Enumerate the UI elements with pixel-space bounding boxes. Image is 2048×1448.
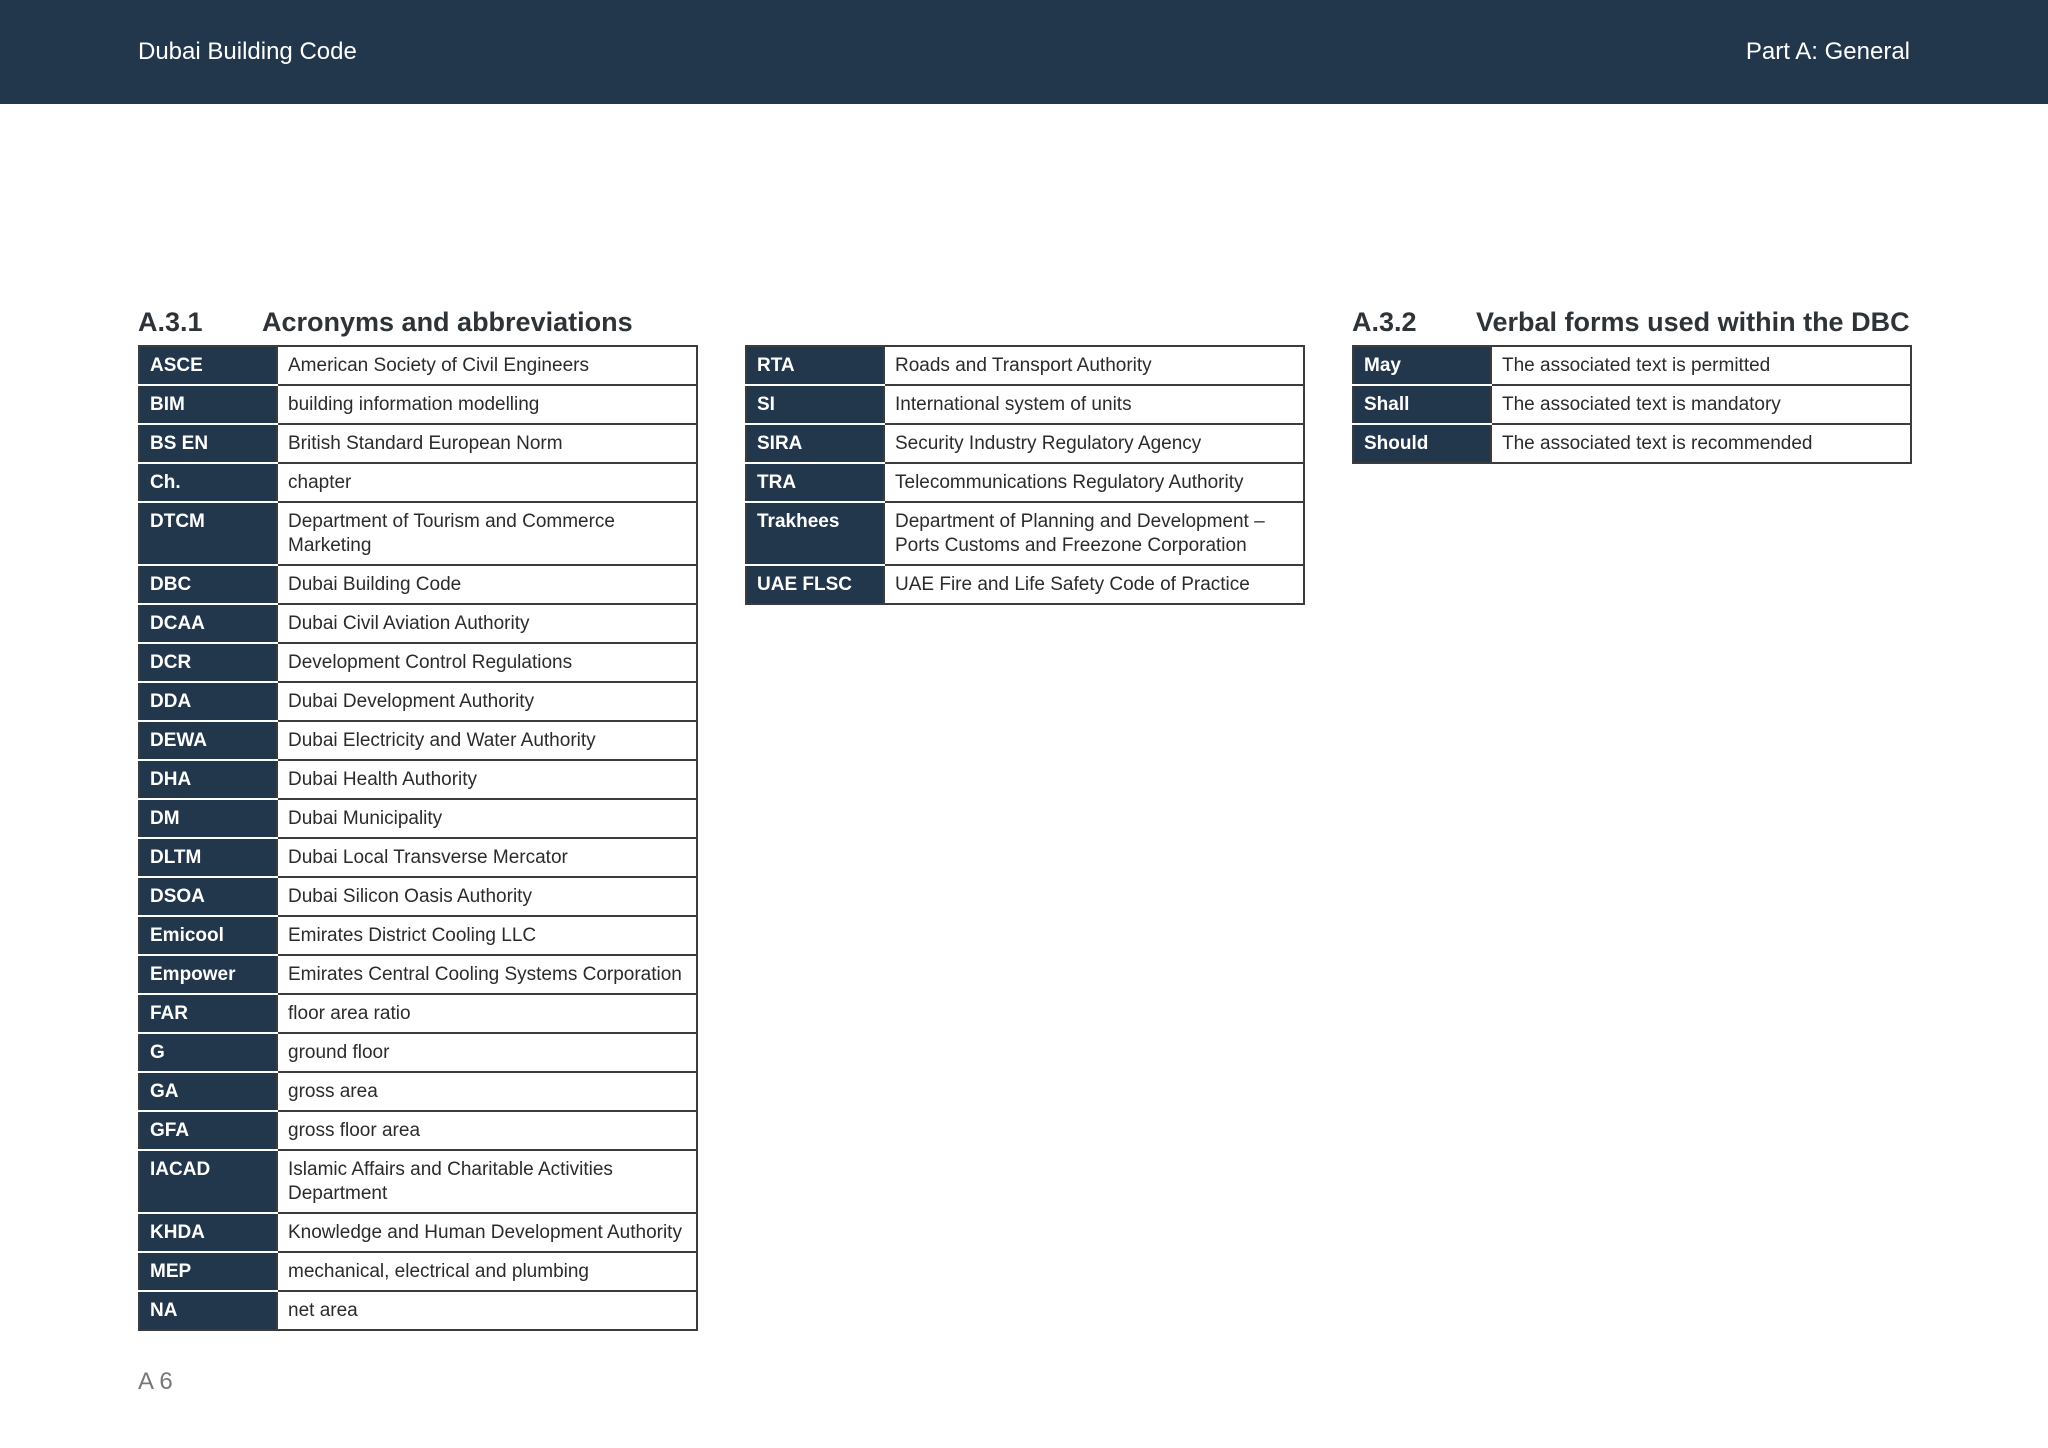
- definition-cell: chapter: [277, 463, 697, 502]
- table-row: [139, 565, 697, 604]
- table-row: [139, 1033, 697, 1072]
- definition-cell: Telecommunications Regulatory Authority: [884, 463, 1304, 502]
- table-row: [139, 994, 697, 1033]
- definition-cell: Dubai Electricity and Water Authority: [277, 721, 697, 760]
- table-row: [139, 799, 697, 838]
- table-row: [1353, 346, 1911, 385]
- definition-cell: Development Control Regulations: [277, 643, 697, 682]
- acronyms-table-right: [745, 345, 1305, 605]
- abbreviation-cell: GFA: [139, 1111, 277, 1150]
- section-heading-acronyms: [138, 307, 633, 338]
- page-number: A 6: [138, 1368, 173, 1395]
- definition-cell: Dubai Development Authority: [277, 682, 697, 721]
- definition-cell: Emirates District Cooling LLC: [277, 916, 697, 955]
- abbreviation-cell: Should: [1353, 424, 1491, 463]
- definition-cell: The associated text is recommended: [1491, 424, 1911, 463]
- section-title: Acronyms and abbreviations: [262, 307, 633, 337]
- abbreviation-cell: DLTM: [139, 838, 277, 877]
- abbreviation-cell: DEWA: [139, 721, 277, 760]
- table-row: [139, 424, 697, 463]
- definition-cell: net area: [277, 1291, 697, 1330]
- table-row: [139, 604, 697, 643]
- table-row: [139, 1213, 697, 1252]
- abbreviation-cell: ASCE: [139, 346, 277, 385]
- abbreviation-cell: GA: [139, 1072, 277, 1111]
- definition-cell: Roads and Transport Authority: [884, 346, 1304, 385]
- abbreviation-cell: DTCM: [139, 502, 277, 565]
- abbreviation-cell: Trakhees: [746, 502, 884, 565]
- abbreviation-cell: SIRA: [746, 424, 884, 463]
- definition-cell: Department of Planning and Development – Ports Customs and Freezone Corporation: [884, 502, 1304, 565]
- table-row: [139, 1111, 697, 1150]
- table-row: [139, 1150, 697, 1213]
- abbreviation-cell: Empower: [139, 955, 277, 994]
- definition-cell: British Standard European Norm: [277, 424, 697, 463]
- table-row: [139, 385, 697, 424]
- definition-cell: ground floor: [277, 1033, 697, 1072]
- table-row: [139, 1072, 697, 1111]
- definition-cell: The associated text is mandatory: [1491, 385, 1911, 424]
- definition-cell: UAE Fire and Life Safety Code of Practice: [884, 565, 1304, 604]
- table-row: [139, 1291, 697, 1330]
- definition-cell: Dubai Silicon Oasis Authority: [277, 877, 697, 916]
- abbreviation-cell: DHA: [139, 760, 277, 799]
- acronyms-table-left: [138, 345, 698, 1331]
- definition-cell: Knowledge and Human Development Authority: [277, 1213, 697, 1252]
- definition-cell: Security Industry Regulatory Agency: [884, 424, 1304, 463]
- abbreviation-cell: May: [1353, 346, 1491, 385]
- definition-cell: floor area ratio: [277, 994, 697, 1033]
- abbreviation-cell: NA: [139, 1291, 277, 1330]
- table-row: [139, 877, 697, 916]
- abbreviation-cell: Ch.: [139, 463, 277, 502]
- abbreviation-cell: IACAD: [139, 1150, 277, 1213]
- definition-cell: The associated text is permitted: [1491, 346, 1911, 385]
- table-row: [746, 463, 1304, 502]
- definition-cell: Dubai Civil Aviation Authority: [277, 604, 697, 643]
- abbreviation-cell: RTA: [746, 346, 884, 385]
- definition-cell: Dubai Health Authority: [277, 760, 697, 799]
- abbreviation-cell: DBC: [139, 565, 277, 604]
- abbreviation-cell: DCR: [139, 643, 277, 682]
- table-row: [746, 346, 1304, 385]
- definition-cell: International system of units: [884, 385, 1304, 424]
- table-row: [746, 502, 1304, 565]
- abbreviation-cell: Emicool: [139, 916, 277, 955]
- table-row: [139, 682, 697, 721]
- verbal-forms-table: [1352, 345, 1912, 464]
- page-header: [0, 0, 2048, 104]
- table-row: [139, 346, 697, 385]
- abbreviation-cell: KHDA: [139, 1213, 277, 1252]
- section-heading-verbal-forms: [1352, 307, 1910, 338]
- abbreviation-cell: G: [139, 1033, 277, 1072]
- section-title: Verbal forms used within the DBC: [1476, 307, 1910, 337]
- abbreviation-cell: DCAA: [139, 604, 277, 643]
- abbreviation-cell: BS EN: [139, 424, 277, 463]
- definition-cell: building information modelling: [277, 385, 697, 424]
- abbreviation-cell: MEP: [139, 1252, 277, 1291]
- table-row: [746, 424, 1304, 463]
- definition-cell: Dubai Local Transverse Mercator: [277, 838, 697, 877]
- definition-cell: mechanical, electrical and plumbing: [277, 1252, 697, 1291]
- table-row: [139, 643, 697, 682]
- definition-cell: gross area: [277, 1072, 697, 1111]
- table-row: [139, 838, 697, 877]
- part-title: Part A: General: [1745, 38, 1910, 65]
- abbreviation-cell: UAE FLSC: [746, 565, 884, 604]
- definition-cell: Islamic Affairs and Charitable Activities Department: [277, 1150, 697, 1213]
- section-number: A.3.2: [1352, 307, 1417, 337]
- table-row: [746, 565, 1304, 604]
- abbreviation-cell: DDA: [139, 682, 277, 721]
- abbreviation-cell: BIM: [139, 385, 277, 424]
- table-row: [139, 502, 697, 565]
- abbreviation-cell: SI: [746, 385, 884, 424]
- definition-cell: Department of Tourism and Commerce Marketing: [277, 502, 697, 565]
- table-row: [139, 721, 697, 760]
- table-row: [1353, 424, 1911, 463]
- table-row: [746, 385, 1304, 424]
- definition-cell: Dubai Building Code: [277, 565, 697, 604]
- abbreviation-cell: FAR: [139, 994, 277, 1033]
- table-row: [139, 760, 697, 799]
- definition-cell: gross floor area: [277, 1111, 697, 1150]
- table-row: [139, 955, 697, 994]
- definition-cell: American Society of Civil Engineers: [277, 346, 697, 385]
- definition-cell: Dubai Municipality: [277, 799, 697, 838]
- section-number: A.3.1: [138, 307, 203, 337]
- table-row: [139, 463, 697, 502]
- abbreviation-cell: Shall: [1353, 385, 1491, 424]
- document-title: Dubai Building Code: [138, 38, 357, 65]
- abbreviation-cell: DM: [139, 799, 277, 838]
- abbreviation-cell: TRA: [746, 463, 884, 502]
- definition-cell: Emirates Central Cooling Systems Corporation: [277, 955, 697, 994]
- table-row: [139, 916, 697, 955]
- table-row: [139, 1252, 697, 1291]
- abbreviation-cell: DSOA: [139, 877, 277, 916]
- table-row: [1353, 385, 1911, 424]
